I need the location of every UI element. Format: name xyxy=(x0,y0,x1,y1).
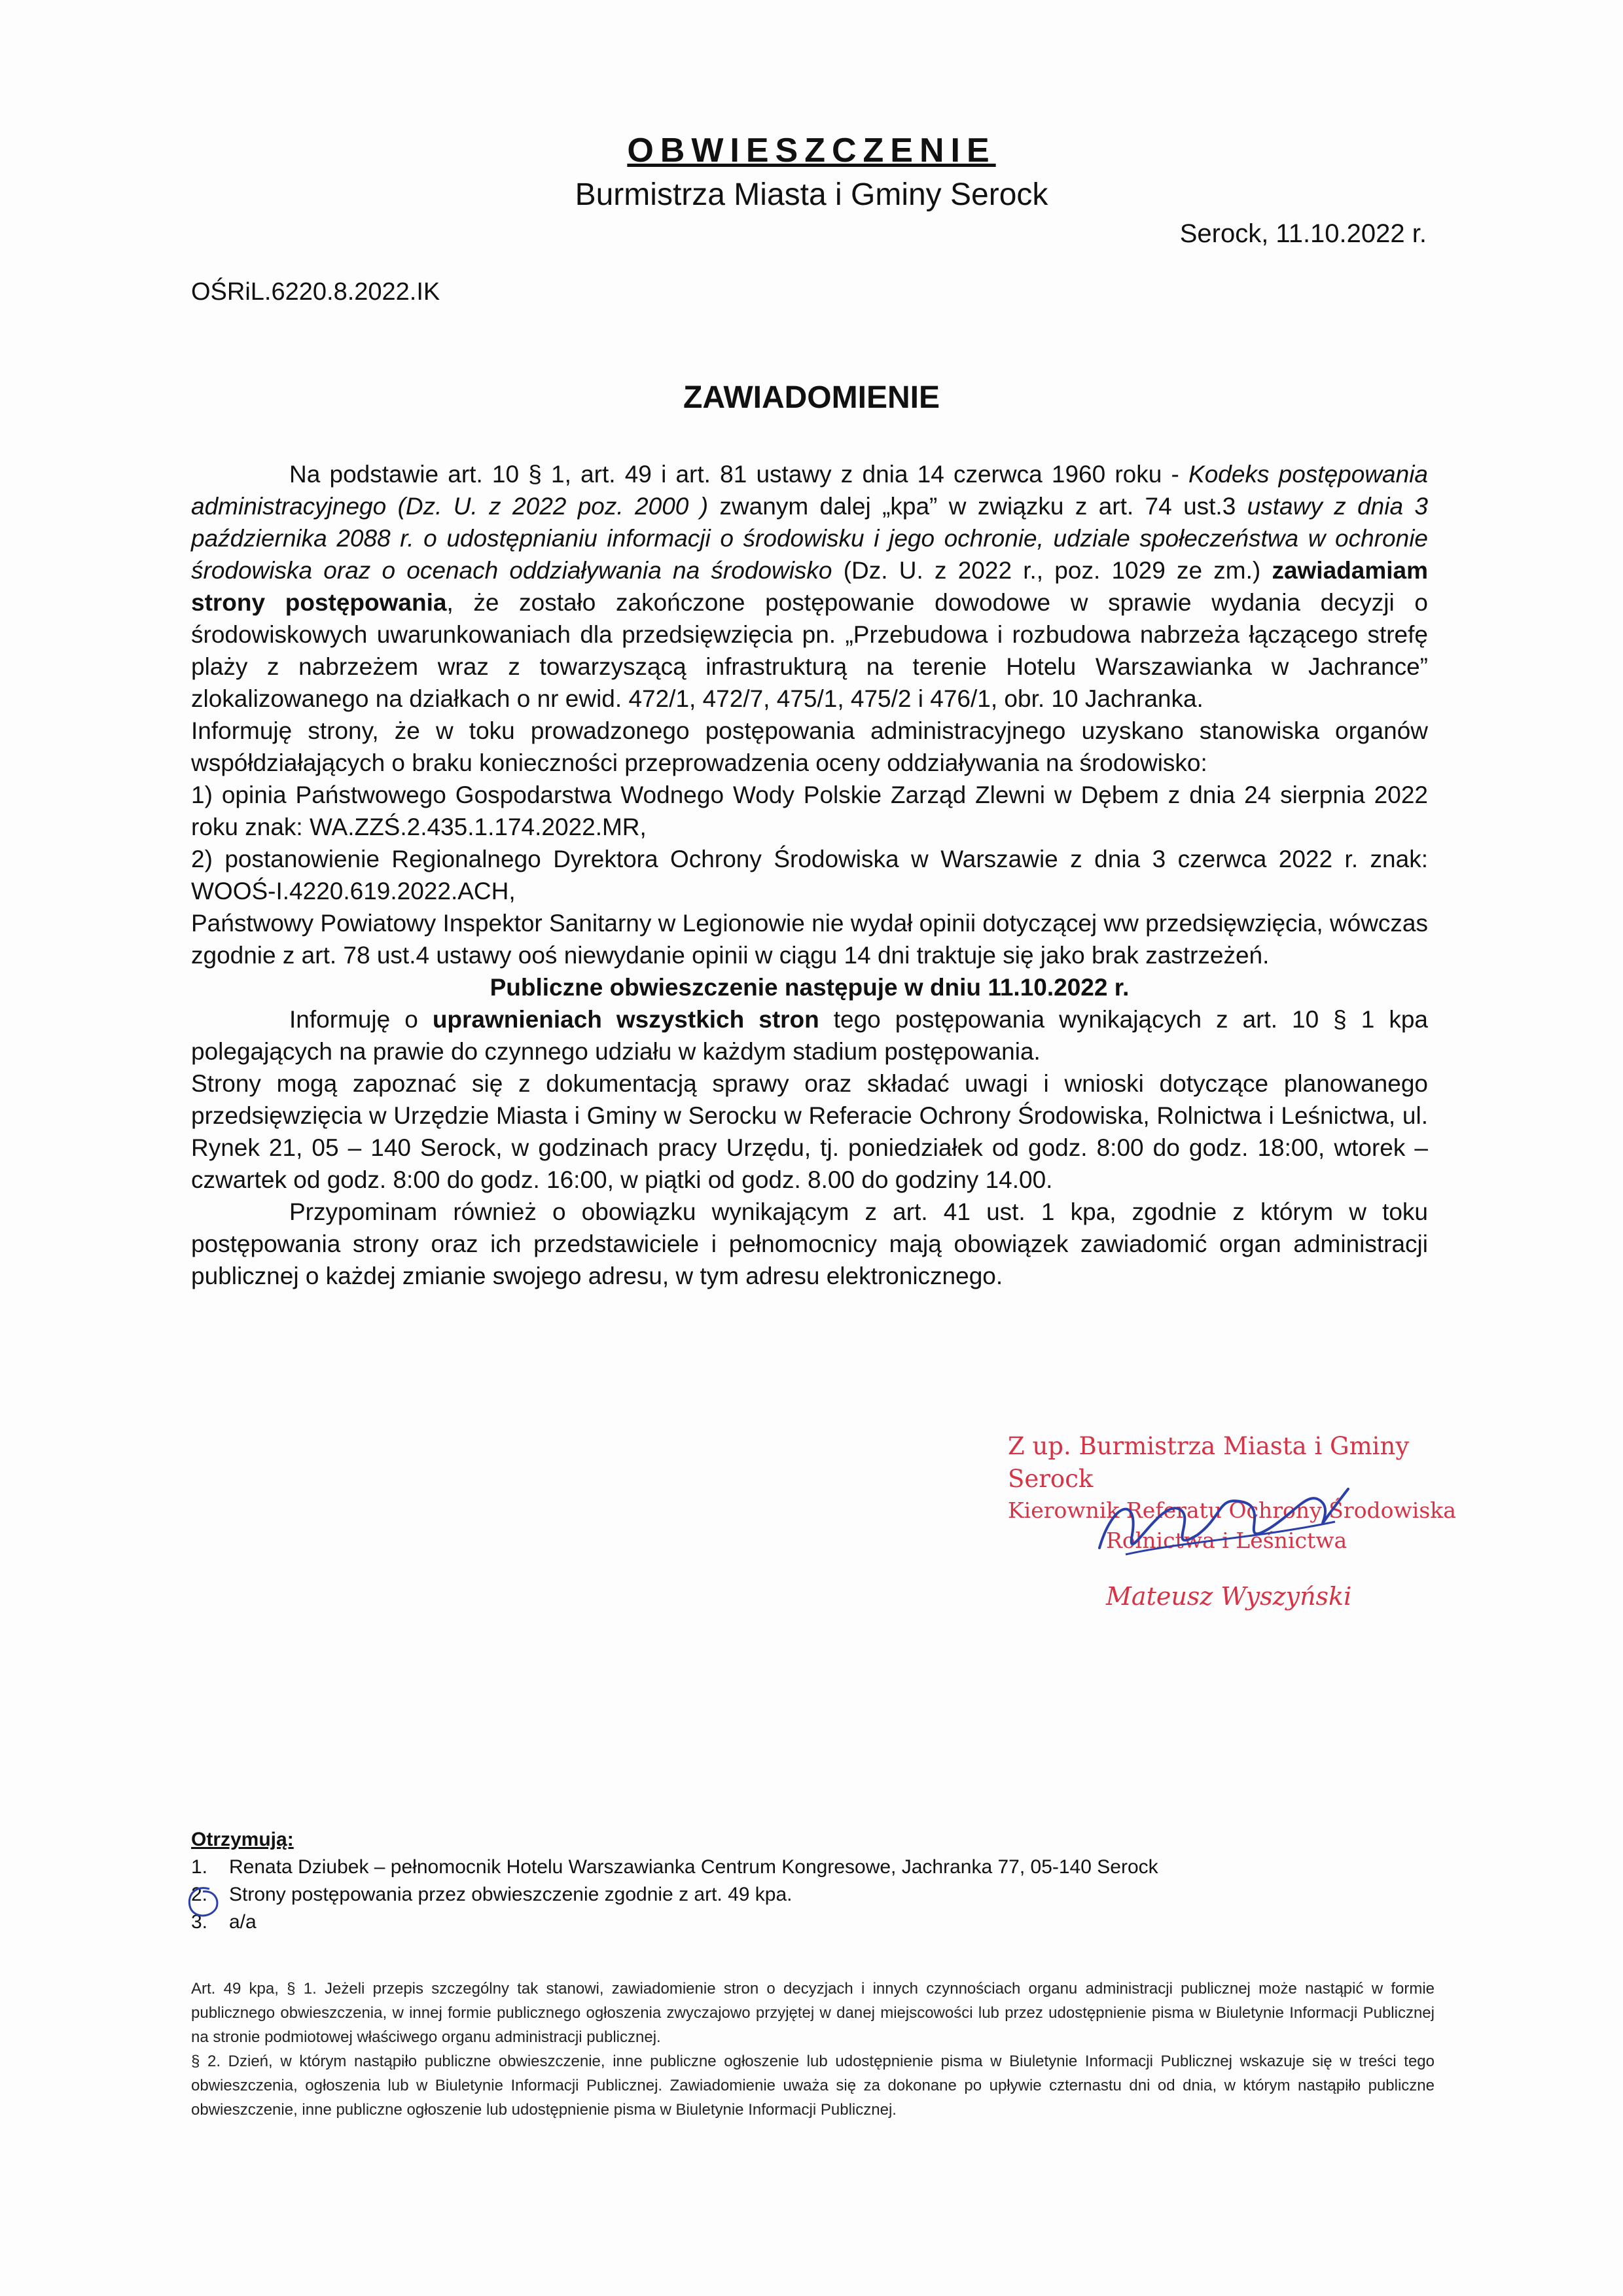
paragraph-reminder: Przypominam również o obowiązku wynikającym z art. 41 ust. 1 kpa, zgodnie z którym w toku postępowania strony oraz ich przedstawiciele i pełnomocnicy mają obowiązek zawiadomić organ administracji publicznej o każdej zmianie swojego adresu, w tym adresu elektronicznego. xyxy=(191,1198,1428,1289)
case-reference: OŚRiL.6220.8.2022.IK xyxy=(191,278,440,306)
list-item-number: 3. xyxy=(191,1911,208,1933)
list-item xyxy=(191,1854,1448,1881)
list-item-text: a/a xyxy=(229,1911,257,1933)
issuer-subtitle: Burmistrza Miasta i Gminy Serock xyxy=(575,177,1048,212)
list-item-text: Strony postępowania przez obwieszczenie zgodnie z art. 49 kpa. xyxy=(229,1884,793,1905)
text-run: zwanym dalej „kpa” w związku z art. 74 ust.3 xyxy=(708,493,1247,520)
stamp-line-1: Z up. Burmistrza Miasta i Gminy Serock xyxy=(1008,1432,1410,1493)
text-run: tego postępowania wynikających z art. 10 § 1 kpa polegających na prawie do czynnego udziału w każdym stadium postępowania. xyxy=(191,1006,1428,1065)
stamp-line-2: Kierownik Referatu Ochrony Środowiska xyxy=(1008,1498,1456,1523)
notice-heading: ZAWIADOMIENIE xyxy=(683,380,940,415)
place-date: Serock, 11.10.2022 r. xyxy=(1179,219,1427,248)
paragraph-publication-date: Publiczne obwieszczenie następuje w dniu 11.10.2022 r. xyxy=(490,974,1130,1001)
list-item-number: 2. xyxy=(191,1884,208,1905)
legal-footnote xyxy=(191,1977,1435,2122)
recipients-list xyxy=(191,1826,1448,1936)
list-item xyxy=(191,1909,1448,1936)
text-run-italic: Kodeks postępowania administracyjnego (Dz. U. z 2022 poz. 2000 ) xyxy=(191,461,1428,520)
footnote-paragraph-2: § 2. Dzień, w którym nastąpiło publiczne obwieszczenie, inne publiczne ogłoszenie lub udostępnienie pisma w Biuletynie Informacji Publicznej wskazuje się w treści tego obwieszczenia, ogłoszenia lub w Biuletynie Informacji Publicznej. Zawiadomienie uważa się za dokonane po upływie czternastu dni od dnia, w którym nastąpiło publiczne obwieszczenie, inne publiczne ogłoszenie lub udostępnienie pisma w Biuletynie Informacji Publicznej. xyxy=(191,2053,1435,2119)
document-title: OBWIESZCZENIE xyxy=(627,132,996,170)
paragraph-legal-basis xyxy=(191,458,1428,715)
paragraph-opinion-1: 1) opinia Państwowego Gospodarstwa Wodnego Wody Polskie Zarząd Zlewni w Dębem z dnia 24 sierpnia 2022 roku znak: WA.ZZŚ.2.435.1.174.2022.MR, xyxy=(191,781,1428,840)
list-item-number: 1. xyxy=(191,1856,208,1878)
paragraph-rights xyxy=(191,1003,1428,1067)
text-run: Informuję o xyxy=(289,1006,433,1033)
paragraph-sanitary: Państwowy Powiatowy Inspektor Sanitarny w Legionowie nie wydał opinii dotyczącej ww przedsięwzięcia, wówczas zgodnie z art. 78 ust.4 ustawy ooś niewydanie opinii w ciągu 14 dni traktuje się jako brak zastrzeżeń. xyxy=(191,910,1428,969)
stamp-line-3: Rolnictwa i Leśnictwa xyxy=(1106,1528,1347,1553)
list-item xyxy=(191,1881,1448,1909)
text-run: , że zostało zakończone postępowanie dowodowe w sprawie wydania decyzji o środowiskowych uwarunkowaniach dla przedsięwzięcia pn. „Przebudowa i rozbudowa nabrzeża łączącego strefę plaży z nabrzeżem wraz z towarzyszącą infrastrukturą na terenie Hotelu Warszawianka w Jachrance” zlokalizowanego na działkach o nr ewid. 472/1, 472/7, 475/1, 475/2 i 476/1, obr. 10 Jachranka. xyxy=(191,589,1428,712)
paragraph-opinion-2: 2) postanowienie Regionalnego Dyrektora Ochrony Środowiska w Warszawie z dnia 3 czerwca 2022 r. znak: WOOŚ-I.4220.619.2022.ACH, xyxy=(191,846,1428,905)
signatory-name: Mateusz Wyszyński xyxy=(1106,1582,1352,1611)
footnote-paragraph-1: Art. 49 kpa, § 1. Jeżeli przepis szczególny tak stanowi, zawiadomienie stron o decyzjach i innych czynnościach organu administracji publicznej może nastąpić w formie publicznego obwieszczenia, w innej formie publicznego ogłoszenia zwyczajowo przyjętej w danej miejscowości lub przez udostępnienie pisma w Biuletynie Informacji Publicznej na stronie podmiotowej właściwego organu administracji publicznej. xyxy=(191,1980,1435,2046)
list-item-text: Renata Dziubek – pełnomocnik Hotelu Warszawianka Centrum Kongresowe, Jachranka 77, 05-140 Serock xyxy=(229,1856,1158,1878)
handwritten-signature-icon xyxy=(1086,1476,1361,1574)
recipients-title: Otrzymują: xyxy=(191,1829,294,1850)
text-run-bold: zawiadamiam strony postępowania xyxy=(191,557,1428,616)
notice-body xyxy=(191,458,1428,1292)
paragraph-documentation: Strony mogą zapoznać się z dokumentacją sprawy oraz składać uwagi i wnioski dotyczące planowanego przedsięwzięcia w Urzędzie Miasta i Gminy w Serocku w Referacie Ochrony Środowiska, Rolnictwa i Leśnictwa, ul. Rynek 21, 05 – 140 Serock, w godzinach pracy Urzędu, tj. poniedziałek od godz. 8:00 do godz. 18:00, wtorek – czwartek od godz. 8:00 do godz. 16:00, w piątki od godz. 8.00 do godziny 14.00. xyxy=(191,1070,1428,1193)
pen-circle-mark-icon xyxy=(183,1884,223,1920)
text-run-italic: ustawy z dnia 3 października 2088 r. o udostępnianiu informacji o środowisku i jego ochronie, udziale społeczeństwa w ochronie środowiska oraz o ocenach oddziaływania na środowisko xyxy=(191,493,1428,584)
paragraph-inform: Informuję strony, że w toku prowadzonego postępowania administracyjnego uzyskano stanowiska organów współdziałających o braku konieczności przeprowadzenia oceny oddziaływania na środowisko: xyxy=(191,717,1428,776)
text-run-bold: uprawnieniach wszystkich stron xyxy=(432,1006,819,1033)
text-run: (Dz. U. z 2022 r., poz. 1029 ze zm.) xyxy=(832,557,1272,584)
text-run: Na podstawie art. 10 § 1, art. 49 i art. 81 ustawy z dnia 14 czerwca 1960 roku - xyxy=(289,461,1189,488)
